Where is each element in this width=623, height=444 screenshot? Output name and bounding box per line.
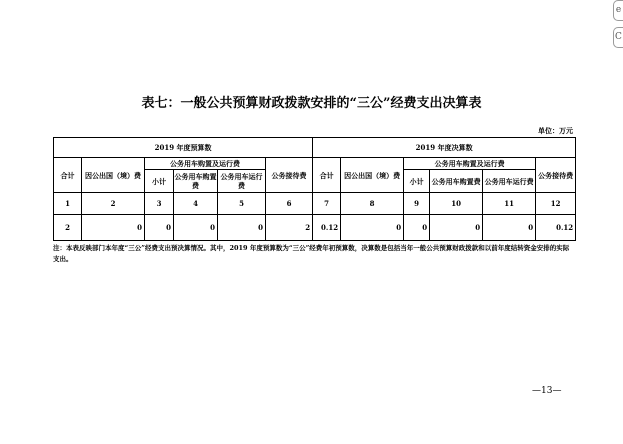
index-cell: 11 xyxy=(483,193,536,215)
index-cell: 4 xyxy=(174,193,218,215)
data-cell: 2 xyxy=(266,215,313,241)
final-purchase-header: 公务用车购置费 xyxy=(430,170,483,193)
side-tab-bottom[interactable] xyxy=(613,27,623,48)
group-final-header: 2019 年度决算数 xyxy=(313,138,576,158)
data-cell: 0 xyxy=(404,215,430,241)
budget-reception-header: 公务接待费 xyxy=(266,158,313,193)
budget-subtotal-header: 小计 xyxy=(145,170,174,193)
group-header-row xyxy=(54,138,576,158)
final-vehicle-header: 公务用车购置及运行费 xyxy=(404,158,536,170)
index-cell: 2 xyxy=(82,193,145,215)
final-operation-header: 公务用车运行费 xyxy=(483,170,536,193)
final-total-header: 合计 xyxy=(313,158,341,193)
data-cell: 0 xyxy=(145,215,174,241)
side-tab-top[interactable] xyxy=(613,0,623,21)
footnote: 注：本表反映部门本年度“三公”经费支出预决算情况。其中，2019 年度预算数为“三公”经费年初预算数，决算数是包括当年一般公共预算财政拨款和以前年度结转资金安排的实际支出。 xyxy=(53,244,570,263)
budget-vehicle-header: 公务用车购置及运行费 xyxy=(145,158,266,170)
budget-purchase-header: 公务用车购置费 xyxy=(174,170,218,193)
side-tab-bottom-label: C xyxy=(615,32,622,42)
budget-total-header: 合计 xyxy=(54,158,82,193)
data-cell: 0 xyxy=(341,215,404,241)
index-cell: 6 xyxy=(266,193,313,215)
final-abroad-header: 因公出国（境）费 xyxy=(341,158,404,193)
index-cell: 10 xyxy=(430,193,483,215)
index-cell: 3 xyxy=(145,193,174,215)
page-number: —13— xyxy=(532,386,562,396)
data-cell: 0.12 xyxy=(536,215,576,241)
final-subtotal-header: 小计 xyxy=(404,170,430,193)
data-cell: 0 xyxy=(218,215,266,241)
index-cell: 9 xyxy=(404,193,430,215)
page-title: 表七：一般公共预算财政拨款安排的“三公”经费支出决算表 xyxy=(141,96,482,111)
data-row-number: 2 xyxy=(54,215,82,241)
index-cell: 7 xyxy=(313,193,341,215)
index-cell: 8 xyxy=(341,193,404,215)
data-cell: 0 xyxy=(430,215,483,241)
index-cell: 5 xyxy=(218,193,266,215)
budget-abroad-header: 因公出国（境）费 xyxy=(82,158,145,193)
final-reception-header: 公务接待费 xyxy=(536,158,576,193)
data-cell: 0.12 xyxy=(313,215,341,241)
unit-label: 单位：万元 xyxy=(538,126,573,135)
index-row xyxy=(54,193,576,215)
data-row xyxy=(54,215,576,241)
header-row-1 xyxy=(54,158,576,170)
budget-operation-header: 公务用车运行费 xyxy=(218,170,266,193)
side-tab-top-label: e xyxy=(615,5,622,15)
index-cell: 1 xyxy=(54,193,82,215)
index-cell: 12 xyxy=(536,193,576,215)
data-cell: 0 xyxy=(483,215,536,241)
data-cell: 0 xyxy=(82,215,145,241)
group-budget-header: 2019 年度预算数 xyxy=(54,138,313,158)
budget-table xyxy=(53,137,576,241)
data-cell: 0 xyxy=(174,215,218,241)
